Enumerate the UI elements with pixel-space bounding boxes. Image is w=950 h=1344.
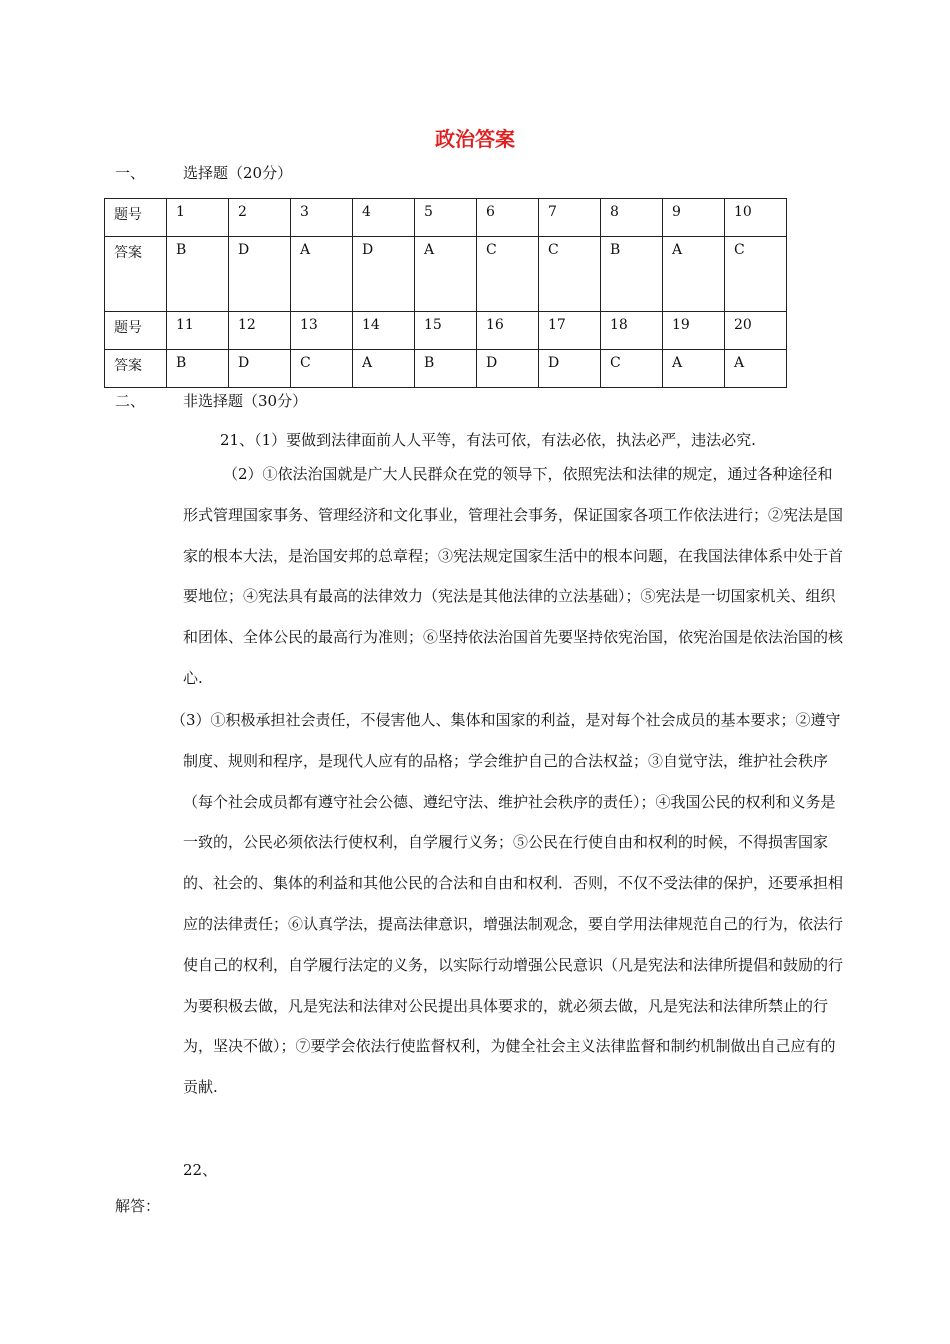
question-cell: 19 (663, 312, 725, 350)
question-cell: 14 (353, 312, 415, 350)
answer-cell: A (725, 350, 787, 388)
question-cell: 8 (601, 199, 663, 237)
question-cell: 1 (167, 199, 229, 237)
question-cell: 17 (539, 312, 601, 350)
answer-cell: B (601, 237, 663, 312)
solution-label: 解答： (115, 1197, 161, 1215)
question-cell: 13 (291, 312, 353, 350)
table-row-answers-2 (105, 350, 787, 388)
question-cell: 6 (477, 199, 539, 237)
question-cell: 18 (601, 312, 663, 350)
question-cell: 9 (663, 199, 725, 237)
table-row-questions-2 (105, 312, 787, 350)
section-label: 非选择题（30分） (183, 392, 308, 410)
question-cell: 20 (725, 312, 787, 350)
question-cell: 7 (539, 199, 601, 237)
question-cell: 10 (725, 199, 787, 237)
answer-table (104, 198, 787, 388)
answer-21-part-2: （2）①依法治国就是广大人民群众在党的领导下，依照宪法和法律的规定，通过各种途径和形式管理国家事务、管理经济和文化事业，管理社会事务，保证国家各项工作依法进行；②宪法是国家的根本大法，是治国安邦的总章程；③宪法规定国家生活中的根本问题，在我国法律体系中处于首要地位；④宪法具有最高的法律效力（宪法是其他法律的立法基础）；⑤宪法是一切国家机关、组织和团体、全体公民的最高行为准则；⑥坚持依法治国首先要坚持依宪治国，依宪治国是依法治国的核心. (183, 465, 844, 687)
answer-cell: C (291, 350, 353, 388)
row-header: 答案 (105, 350, 167, 388)
answer-cell: D (539, 350, 601, 388)
answer-cell: B (415, 350, 477, 388)
table-row-answers-1 (105, 237, 787, 312)
answer-cell: A (353, 350, 415, 388)
section-number: 二、 (115, 392, 146, 410)
row-header: 题号 (105, 199, 167, 237)
answer-cell: A (291, 237, 353, 312)
table-row-questions-1 (105, 199, 787, 237)
section-number: 一、 (115, 164, 146, 182)
answer-cell: C (539, 237, 601, 312)
question-cell: 16 (477, 312, 539, 350)
question-22-label: 22、 (183, 1161, 218, 1179)
answer-cell: C (601, 350, 663, 388)
answer-cell: B (167, 350, 229, 388)
answer-cell: D (229, 237, 291, 312)
answer-21-part-3: （3）①积极承担社会责任，不侵害他人、集体和国家的利益，是对每个社会成员的基本要求；②遵守制度、规则和程序，是现代人应有的品格；学会维护自己的合法权益；③自觉守法，维护社会秩序（每个社会成员都有遵守社会公德、遵纪守法、维护社会秩序的责任）；④我国公民的权利和义务是一致的，公民必须依法行使权利，自学履行义务；⑤公民在行使自由和权利的时候，不得损害国家的、社会的、集体的利益和其他公民的合法和自由和权利．否则，不仅不受法律的保护，还要承担相应的法律责任；⑥认真学法，提高法律意识，增强法制观念，要自学用法律规范自己的行为，依法行使自己的权利，自学履行法定的义务，以实际行动增强公民意识（凡是宪法和法律所提倡和鼓励的行为要积极去做，凡是宪法和法律对公民提出具体要求的，就必须去做，凡是宪法和法律所禁止的行为，坚决不做）；⑦要学会依法行使监督权利，为健全社会主义法律监督和制约机制做出自己应有的贡献. (171, 711, 844, 1097)
row-header: 题号 (105, 312, 167, 350)
answer-cell: D (229, 350, 291, 388)
answer-cell: A (663, 237, 725, 312)
page-title: 政治答案 (435, 127, 515, 151)
answer-21-part-1: 21、（1）要做到法律面前人人平等，有法可依，有法必依，执法必严，违法必究. (220, 431, 756, 449)
question-cell: 5 (415, 199, 477, 237)
answer-cell: A (415, 237, 477, 312)
answer-cell: A (663, 350, 725, 388)
section-choice-heading (115, 163, 292, 183)
question-cell: 4 (353, 199, 415, 237)
answer-cell: C (725, 237, 787, 312)
question-cell: 11 (167, 312, 229, 350)
section-nonchoice-heading (115, 391, 307, 411)
question-cell: 15 (415, 312, 477, 350)
question-cell: 12 (229, 312, 291, 350)
question-cell: 3 (291, 199, 353, 237)
section-label: 选择题（20分） (183, 164, 293, 182)
answer-cell: D (477, 350, 539, 388)
question-cell: 2 (229, 199, 291, 237)
answer-cell: C (477, 237, 539, 312)
row-header: 答案 (105, 237, 167, 312)
answer-cell: D (353, 237, 415, 312)
answer-cell: B (167, 237, 229, 312)
